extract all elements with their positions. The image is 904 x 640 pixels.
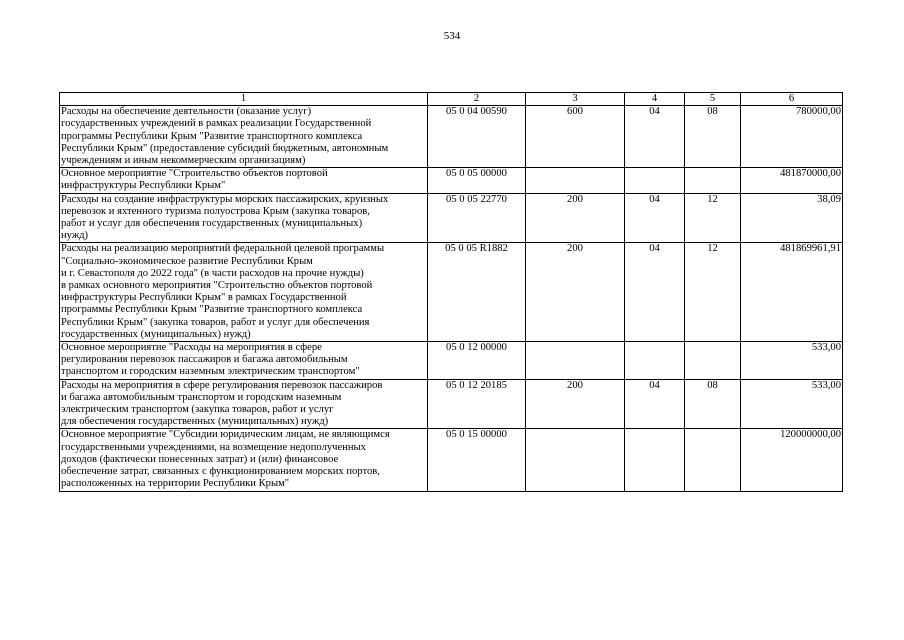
row-expense-type: 200 [526, 243, 625, 342]
row-expense-type: 200 [526, 379, 625, 429]
row-description: Расходы на создание инфраструктуры морских пассажирских, круизных перевозок и яхтенного туризма полуострова Крым (закупка товаров, работ и услуг для обеспечения государственных (муниципальных) нужд) [60, 193, 428, 243]
row-code: 05 0 05 00000 [428, 168, 526, 193]
header-row [60, 93, 843, 106]
row-expense-type [526, 342, 625, 380]
row-amount: 481870000,00 [741, 168, 843, 193]
column-header: 5 [685, 93, 741, 106]
row-description: Основное мероприятие "Расходы на мероприятия в сфере регулирования перевозок пассажиров и багажа автомобильным транспортом и городским наземным электрическим транспортом" [60, 342, 428, 380]
column-header: 4 [625, 93, 685, 106]
row-description: Основное мероприятие "Строительство объектов портовой инфраструктуры Республики Крым" [60, 168, 428, 193]
row-amount: 533,00 [741, 342, 843, 380]
table-row [60, 106, 843, 168]
row-amount: 120000000,00 [741, 429, 843, 491]
row-code: 05 0 04 00590 [428, 106, 526, 168]
row-section: 04 [625, 379, 685, 429]
row-code: 05 0 05 22770 [428, 193, 526, 243]
row-code: 05 0 12 20185 [428, 379, 526, 429]
table-row [60, 342, 843, 380]
page-number: 534 [443, 30, 461, 42]
row-amount: 533,00 [741, 379, 843, 429]
row-code: 05 0 12 00000 [428, 342, 526, 380]
row-code: 05 0 15 00000 [428, 429, 526, 491]
row-expense-type: 200 [526, 193, 625, 243]
row-section [625, 168, 685, 193]
row-section [625, 429, 685, 491]
row-expense-type: 600 [526, 106, 625, 168]
row-subsection [685, 168, 741, 193]
row-subsection [685, 342, 741, 380]
table-row [60, 243, 843, 342]
row-description: Расходы на реализацию мероприятий федеральной целевой программы "Социально-экономическое развитие Республики Крым и г. Севастополя до 2022 года" (в части расходов на прочие нужды) в рамках основного мероприятия "Строительство объектов портовой инфраструктуры Республики Крым" в рамках Государственной программы Республики Крым "Развитие транспортного комплекса Республики Крым" (закупка товаров, работ и услуг для обеспечения государственных (муниципальных) нужд) [60, 243, 428, 342]
table-row [60, 429, 843, 491]
row-subsection: 12 [685, 243, 741, 342]
table-row [60, 193, 843, 243]
table-row [60, 379, 843, 429]
row-expense-type [526, 429, 625, 491]
row-description: Основное мероприятие "Субсидии юридическим лицам, не являющимся государственными учреждениями, на возмещение недополученных доходов (фактически понесенных затрат) и (или) финансовое обеспечение затрат, связанных с функционированием морских портов, расположенных на территории Республики Крым" [60, 429, 428, 491]
column-header: 2 [428, 93, 526, 106]
row-description: Расходы на мероприятия в сфере регулирования перевозок пассажиров и багажа автомобильным транспортом и городским наземным электрическим транспортом (закупка товаров, работ и услуг для обеспечения государственных (муниципальных) нужд) [60, 379, 428, 429]
column-header: 3 [526, 93, 625, 106]
row-expense-type [526, 168, 625, 193]
row-section: 04 [625, 106, 685, 168]
row-code: 05 0 05 R1882 [428, 243, 526, 342]
column-header: 1 [60, 93, 428, 106]
row-subsection [685, 429, 741, 491]
row-section: 04 [625, 243, 685, 342]
row-section [625, 342, 685, 380]
row-subsection: 08 [685, 106, 741, 168]
row-description: Расходы на обеспечение деятельности (оказание услуг) государственных учреждений в рамках реализации Государственной программы Республики Крым "Развитие транспортного комплекса Республики Крым" (предоставление субсидий бюджетным, автономным учреждениям и иным некоммерческим организациям) [60, 106, 428, 168]
budget-table [59, 92, 843, 492]
row-subsection: 08 [685, 379, 741, 429]
row-amount: 780000,00 [741, 106, 843, 168]
table-row [60, 168, 843, 193]
row-subsection: 12 [685, 193, 741, 243]
column-header: 6 [741, 93, 843, 106]
row-section: 04 [625, 193, 685, 243]
row-amount: 38,09 [741, 193, 843, 243]
row-amount: 481869961,91 [741, 243, 843, 342]
